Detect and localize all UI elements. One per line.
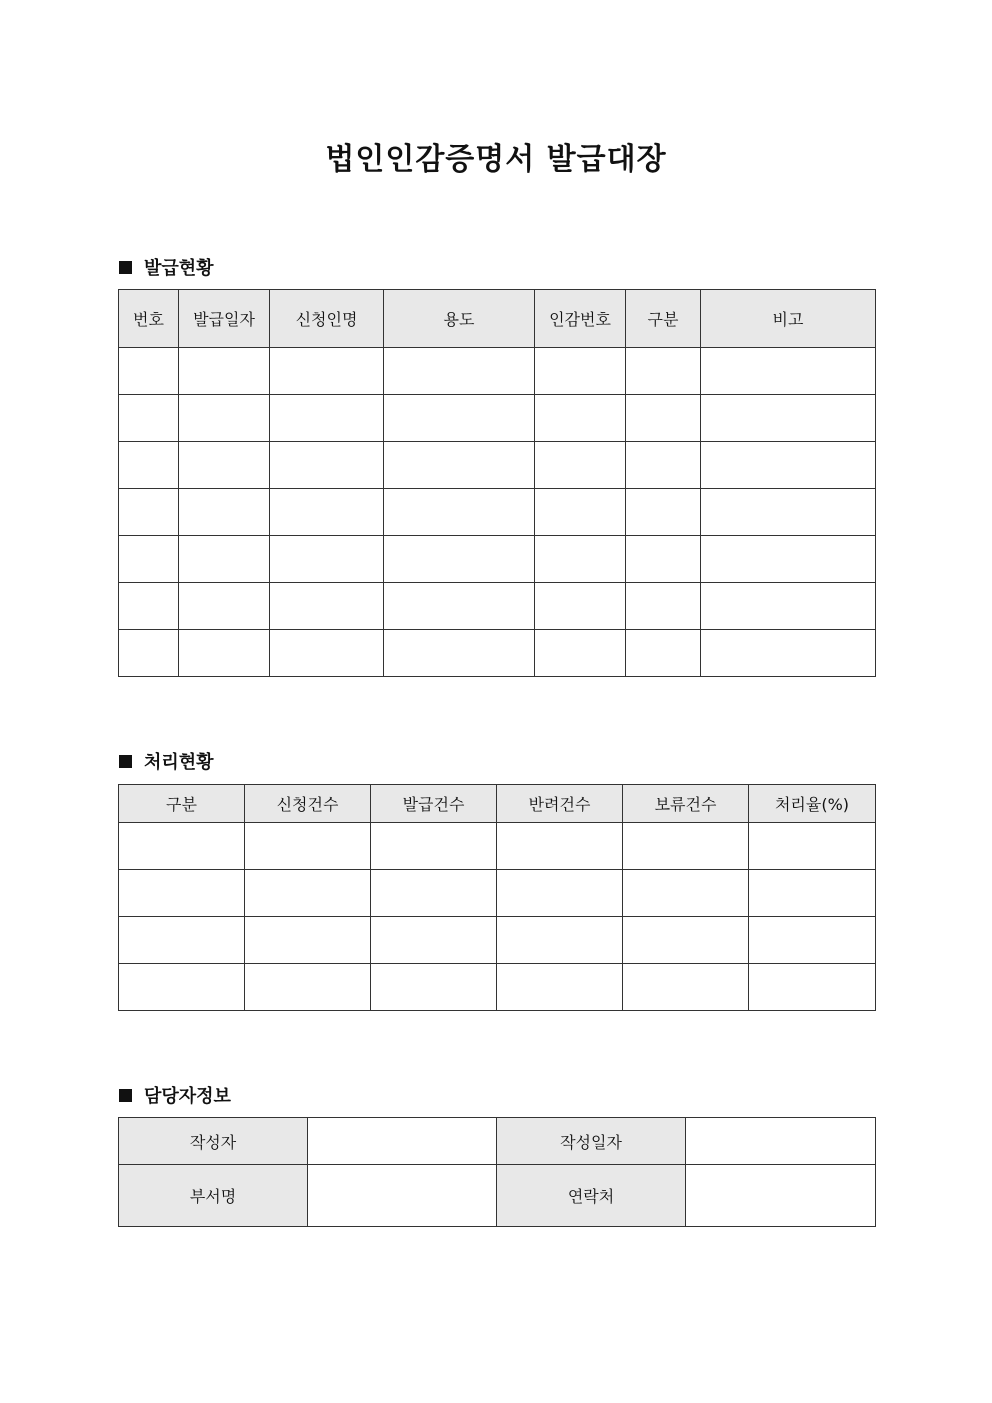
table-cell[interactable]: [179, 536, 270, 583]
table-cell[interactable]: [179, 489, 270, 536]
table-cell[interactable]: [749, 870, 876, 917]
issuance-header-row: [119, 290, 876, 348]
table-cell[interactable]: [626, 442, 701, 489]
table-cell[interactable]: [371, 917, 497, 964]
table-cell[interactable]: [535, 583, 626, 630]
column-header-category: 구분: [119, 785, 245, 823]
table-cell[interactable]: [626, 583, 701, 630]
column-header-category: 구분: [626, 290, 701, 348]
table-cell[interactable]: [119, 489, 179, 536]
processing-table: [118, 784, 876, 1011]
table-cell[interactable]: [384, 348, 535, 395]
processing-row: [119, 823, 876, 870]
table-cell[interactable]: [119, 630, 179, 677]
table-cell[interactable]: [701, 348, 876, 395]
table-cell[interactable]: [623, 823, 749, 870]
table-cell[interactable]: [535, 348, 626, 395]
table-cell[interactable]: [701, 395, 876, 442]
table-cell[interactable]: [270, 583, 384, 630]
table-cell[interactable]: [119, 964, 245, 1011]
table-cell[interactable]: [384, 395, 535, 442]
table-cell[interactable]: [701, 630, 876, 677]
table-cell[interactable]: [270, 442, 384, 489]
table-cell[interactable]: [384, 442, 535, 489]
column-header-issue-date: 발급일자: [179, 290, 270, 348]
table-cell[interactable]: [119, 823, 245, 870]
staff-row: [119, 1165, 876, 1227]
table-cell[interactable]: [179, 395, 270, 442]
table-cell[interactable]: [119, 442, 179, 489]
table-cell[interactable]: [497, 917, 623, 964]
issuance-section-heading: [119, 254, 214, 280]
table-cell[interactable]: [245, 917, 371, 964]
table-cell[interactable]: [535, 536, 626, 583]
table-cell[interactable]: [270, 395, 384, 442]
table-cell[interactable]: [384, 630, 535, 677]
processing-section-heading: [119, 748, 214, 774]
staff-section-heading: [119, 1082, 231, 1108]
table-cell[interactable]: [535, 442, 626, 489]
square-bullet-icon: [119, 1089, 132, 1102]
staff-info-table: [118, 1117, 876, 1227]
issuance-heading-text: 발급현황: [144, 258, 214, 279]
issuance-row: [119, 395, 876, 442]
issuance-row: [119, 536, 876, 583]
column-header-pending: 보류건수: [623, 785, 749, 823]
table-cell[interactable]: [626, 536, 701, 583]
table-cell[interactable]: [119, 583, 179, 630]
table-cell[interactable]: [701, 442, 876, 489]
table-cell[interactable]: [119, 348, 179, 395]
processing-row: [119, 870, 876, 917]
table-cell[interactable]: [749, 823, 876, 870]
table-cell[interactable]: [623, 870, 749, 917]
table-cell[interactable]: [749, 964, 876, 1011]
table-cell[interactable]: [626, 489, 701, 536]
date-field[interactable]: [686, 1118, 876, 1165]
table-cell[interactable]: [119, 870, 245, 917]
table-cell[interactable]: [384, 536, 535, 583]
table-cell[interactable]: [270, 348, 384, 395]
issuance-row: [119, 489, 876, 536]
table-cell[interactable]: [119, 395, 179, 442]
table-cell[interactable]: [623, 964, 749, 1011]
table-cell[interactable]: [497, 964, 623, 1011]
table-cell[interactable]: [245, 823, 371, 870]
issuance-row: [119, 583, 876, 630]
table-cell[interactable]: [749, 917, 876, 964]
processing-header-row: [119, 785, 876, 823]
table-cell[interactable]: [626, 630, 701, 677]
table-cell[interactable]: [701, 489, 876, 536]
table-cell[interactable]: [179, 630, 270, 677]
department-label: 부서명: [119, 1165, 308, 1227]
column-header-processing-rate: 처리율(%): [749, 785, 876, 823]
processing-row: [119, 917, 876, 964]
table-cell[interactable]: [623, 917, 749, 964]
issuance-table: [118, 289, 876, 677]
department-field[interactable]: [308, 1165, 497, 1227]
processing-row: [119, 964, 876, 1011]
date-label: 작성일자: [497, 1118, 686, 1165]
processing-heading-text: 처리현황: [144, 752, 214, 773]
staff-row: [119, 1118, 876, 1165]
table-cell[interactable]: [245, 964, 371, 1011]
table-cell[interactable]: [535, 630, 626, 677]
table-cell[interactable]: [245, 870, 371, 917]
table-cell[interactable]: [535, 395, 626, 442]
author-field[interactable]: [308, 1118, 497, 1165]
contact-label: 연락처: [497, 1165, 686, 1227]
staff-heading-text: 담당자정보: [144, 1086, 231, 1107]
column-header-remarks: 비고: [701, 290, 876, 348]
table-cell[interactable]: [626, 395, 701, 442]
column-header-purpose: 용도: [384, 290, 535, 348]
table-cell[interactable]: [497, 823, 623, 870]
contact-field[interactable]: [686, 1165, 876, 1227]
table-cell[interactable]: [371, 823, 497, 870]
column-header-number: 번호: [119, 290, 179, 348]
column-header-applicant-name: 신청인명: [270, 290, 384, 348]
table-cell[interactable]: [497, 870, 623, 917]
square-bullet-icon: [119, 755, 132, 768]
table-cell[interactable]: [119, 536, 179, 583]
issuance-row: [119, 442, 876, 489]
table-cell[interactable]: [535, 489, 626, 536]
table-cell[interactable]: [270, 536, 384, 583]
table-cell[interactable]: [384, 489, 535, 536]
page-title: 법인인감증명서 발급대장: [325, 142, 667, 177]
table-cell[interactable]: [179, 348, 270, 395]
table-cell[interactable]: [384, 583, 535, 630]
issuance-row: [119, 348, 876, 395]
table-cell[interactable]: [626, 348, 701, 395]
column-header-rejected: 반려건수: [497, 785, 623, 823]
table-cell[interactable]: [179, 583, 270, 630]
table-cell[interactable]: [701, 536, 876, 583]
table-cell[interactable]: [701, 583, 876, 630]
table-cell[interactable]: [270, 489, 384, 536]
table-cell[interactable]: [371, 870, 497, 917]
table-cell[interactable]: [179, 442, 270, 489]
table-cell[interactable]: [270, 630, 384, 677]
square-bullet-icon: [119, 261, 132, 274]
table-cell[interactable]: [371, 964, 497, 1011]
column-header-issued: 발급건수: [371, 785, 497, 823]
author-label: 작성자: [119, 1118, 308, 1165]
issuance-row: [119, 630, 876, 677]
column-header-applications: 신청건수: [245, 785, 371, 823]
table-cell[interactable]: [119, 917, 245, 964]
column-header-seal-number: 인감번호: [535, 290, 626, 348]
